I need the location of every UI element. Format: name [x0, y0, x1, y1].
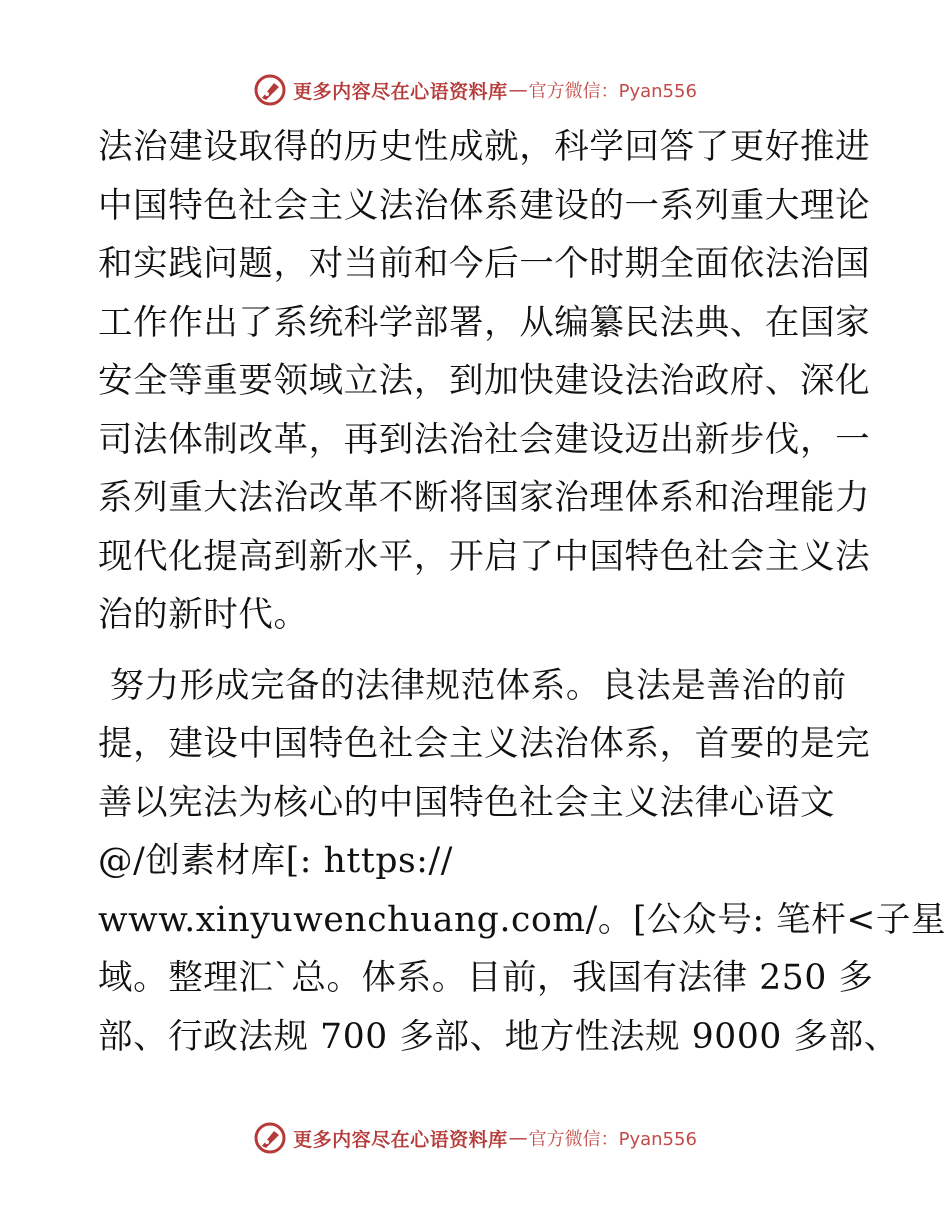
text-line: 善以宪法为核心的中国特色社会主义法律心语文 — [98, 782, 836, 823]
text-line: 安全等重要领域立法，到加快建设法治政府、深化 — [98, 361, 871, 401]
banner-dash: — — [508, 79, 528, 101]
footer-banner — [0, 1118, 950, 1158]
text-line: 部、行政法规 700 多部、地方性法规 9000 多部、 — [98, 1016, 899, 1057]
pen-nib-circle-icon — [253, 1121, 287, 1155]
text-line: 工作作出了系统科学部署，从编纂民法典、在国家 — [98, 302, 871, 343]
banner-dash: — — [508, 1127, 528, 1149]
text-line: 系列重大法治改革不断将国家治理体系和治理能力 — [98, 478, 871, 518]
header-banner — [0, 70, 950, 110]
banner-contact: 官方微信：Pyan556 — [528, 1129, 697, 1150]
pen-nib-circle-icon — [253, 73, 287, 107]
text-line: 现代化提高到新水平，开启了中国特色社会主义法 — [98, 536, 871, 577]
text-line: 提，建设中国特色社会主义法治体系，首要的是完 — [98, 724, 871, 764]
paragraph-2 — [98, 657, 947, 1067]
text-line: 治的新时代。 — [98, 595, 309, 635]
text-line: 和实践问题，对当前和今后一个时期全面依法治国 — [98, 244, 871, 284]
paragraph-1 — [98, 118, 871, 645]
banner-title: 更多内容尽在心语资料库 — [293, 1128, 508, 1151]
text-line: www.xinyuwenchuang.com/。[公众号: 笔杆<子星 — [98, 899, 947, 940]
banner-title: 更多内容尽在心语资料库 — [293, 80, 508, 103]
text-line: 中国特色社会主义法治体系建设的一系列重大理论 — [98, 185, 871, 226]
text-line: 努力形成完备的法律规范体系。良法是善治的前 — [98, 665, 847, 706]
document-body — [98, 118, 947, 1066]
text-line: @/创素材库[: https:// — [98, 841, 453, 881]
text-line: 法治建设取得的历史性成就，科学回答了更好推进 — [98, 127, 871, 167]
text-line: 域。整理汇ˋ总。体系。目前，我国有法律 250 多 — [98, 958, 874, 998]
text-line: 司法体制改革，再到法治社会建设迈出新步伐，一 — [98, 419, 871, 460]
banner-contact: 官方微信：Pyan556 — [528, 81, 697, 102]
